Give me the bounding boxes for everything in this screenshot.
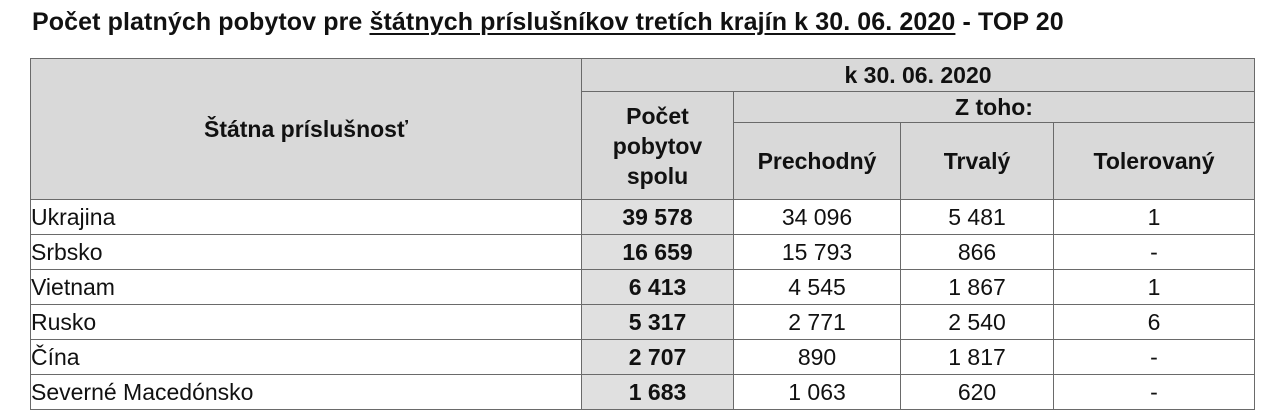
header-temporary: Prechodný	[734, 123, 901, 200]
cell-tolerated: -	[1054, 235, 1255, 270]
cell-tolerated: 1	[1054, 270, 1255, 305]
header-tolerated: Tolerovaný	[1054, 123, 1255, 200]
header-permanent: Trvalý	[901, 123, 1054, 200]
cell-temporary: 2 771	[734, 305, 901, 340]
header-country: Štátna príslušnosť	[31, 59, 582, 200]
cell-permanent: 866	[901, 235, 1054, 270]
table-row	[31, 270, 1255, 305]
table-row	[31, 340, 1255, 375]
header-date-group: k 30. 06. 2020	[582, 59, 1255, 92]
cell-country: Srbsko	[31, 235, 582, 270]
cell-temporary: 4 545	[734, 270, 901, 305]
cell-country: Severné Macedónsko	[31, 375, 582, 410]
cell-total: 39 578	[582, 200, 734, 235]
header-total-label: Počet pobytov spolu	[612, 102, 703, 189]
cell-temporary: 15 793	[734, 235, 901, 270]
cell-country: Rusko	[31, 305, 582, 340]
table-row	[31, 235, 1255, 270]
table-row	[31, 375, 1255, 410]
cell-permanent: 620	[901, 375, 1054, 410]
cell-tolerated: 1	[1054, 200, 1255, 235]
cell-temporary: 34 096	[734, 200, 901, 235]
title-prefix: Počet platných pobytov pre	[32, 8, 370, 36]
cell-total: 5 317	[582, 305, 734, 340]
cell-country: Ukrajina	[31, 200, 582, 235]
cell-country: Čína	[31, 340, 582, 375]
table-row	[31, 200, 1255, 235]
cell-total: 1 683	[582, 375, 734, 410]
cell-tolerated: -	[1054, 340, 1255, 375]
cell-permanent: 1 867	[901, 270, 1054, 305]
title-suffix: - TOP 20	[955, 8, 1064, 36]
cell-total: 6 413	[582, 270, 734, 305]
cell-country: Vietnam	[31, 270, 582, 305]
cell-permanent: 5 481	[901, 200, 1054, 235]
title-underlined: štátnych príslušníkov tretích krajín k 30. 06. 2020	[369, 8, 956, 36]
table-row	[31, 305, 1255, 340]
header-total	[582, 92, 734, 200]
cell-permanent: 1 817	[901, 340, 1054, 375]
residence-table	[30, 58, 1255, 410]
cell-tolerated: -	[1054, 375, 1255, 410]
cell-temporary: 890	[734, 340, 901, 375]
cell-total: 2 707	[582, 340, 734, 375]
cell-total: 16 659	[582, 235, 734, 270]
cell-tolerated: 6	[1054, 305, 1255, 340]
page-title	[32, 8, 1064, 37]
cell-temporary: 1 063	[734, 375, 901, 410]
cell-permanent: 2 540	[901, 305, 1054, 340]
header-of-which: Z toho:	[734, 92, 1255, 123]
